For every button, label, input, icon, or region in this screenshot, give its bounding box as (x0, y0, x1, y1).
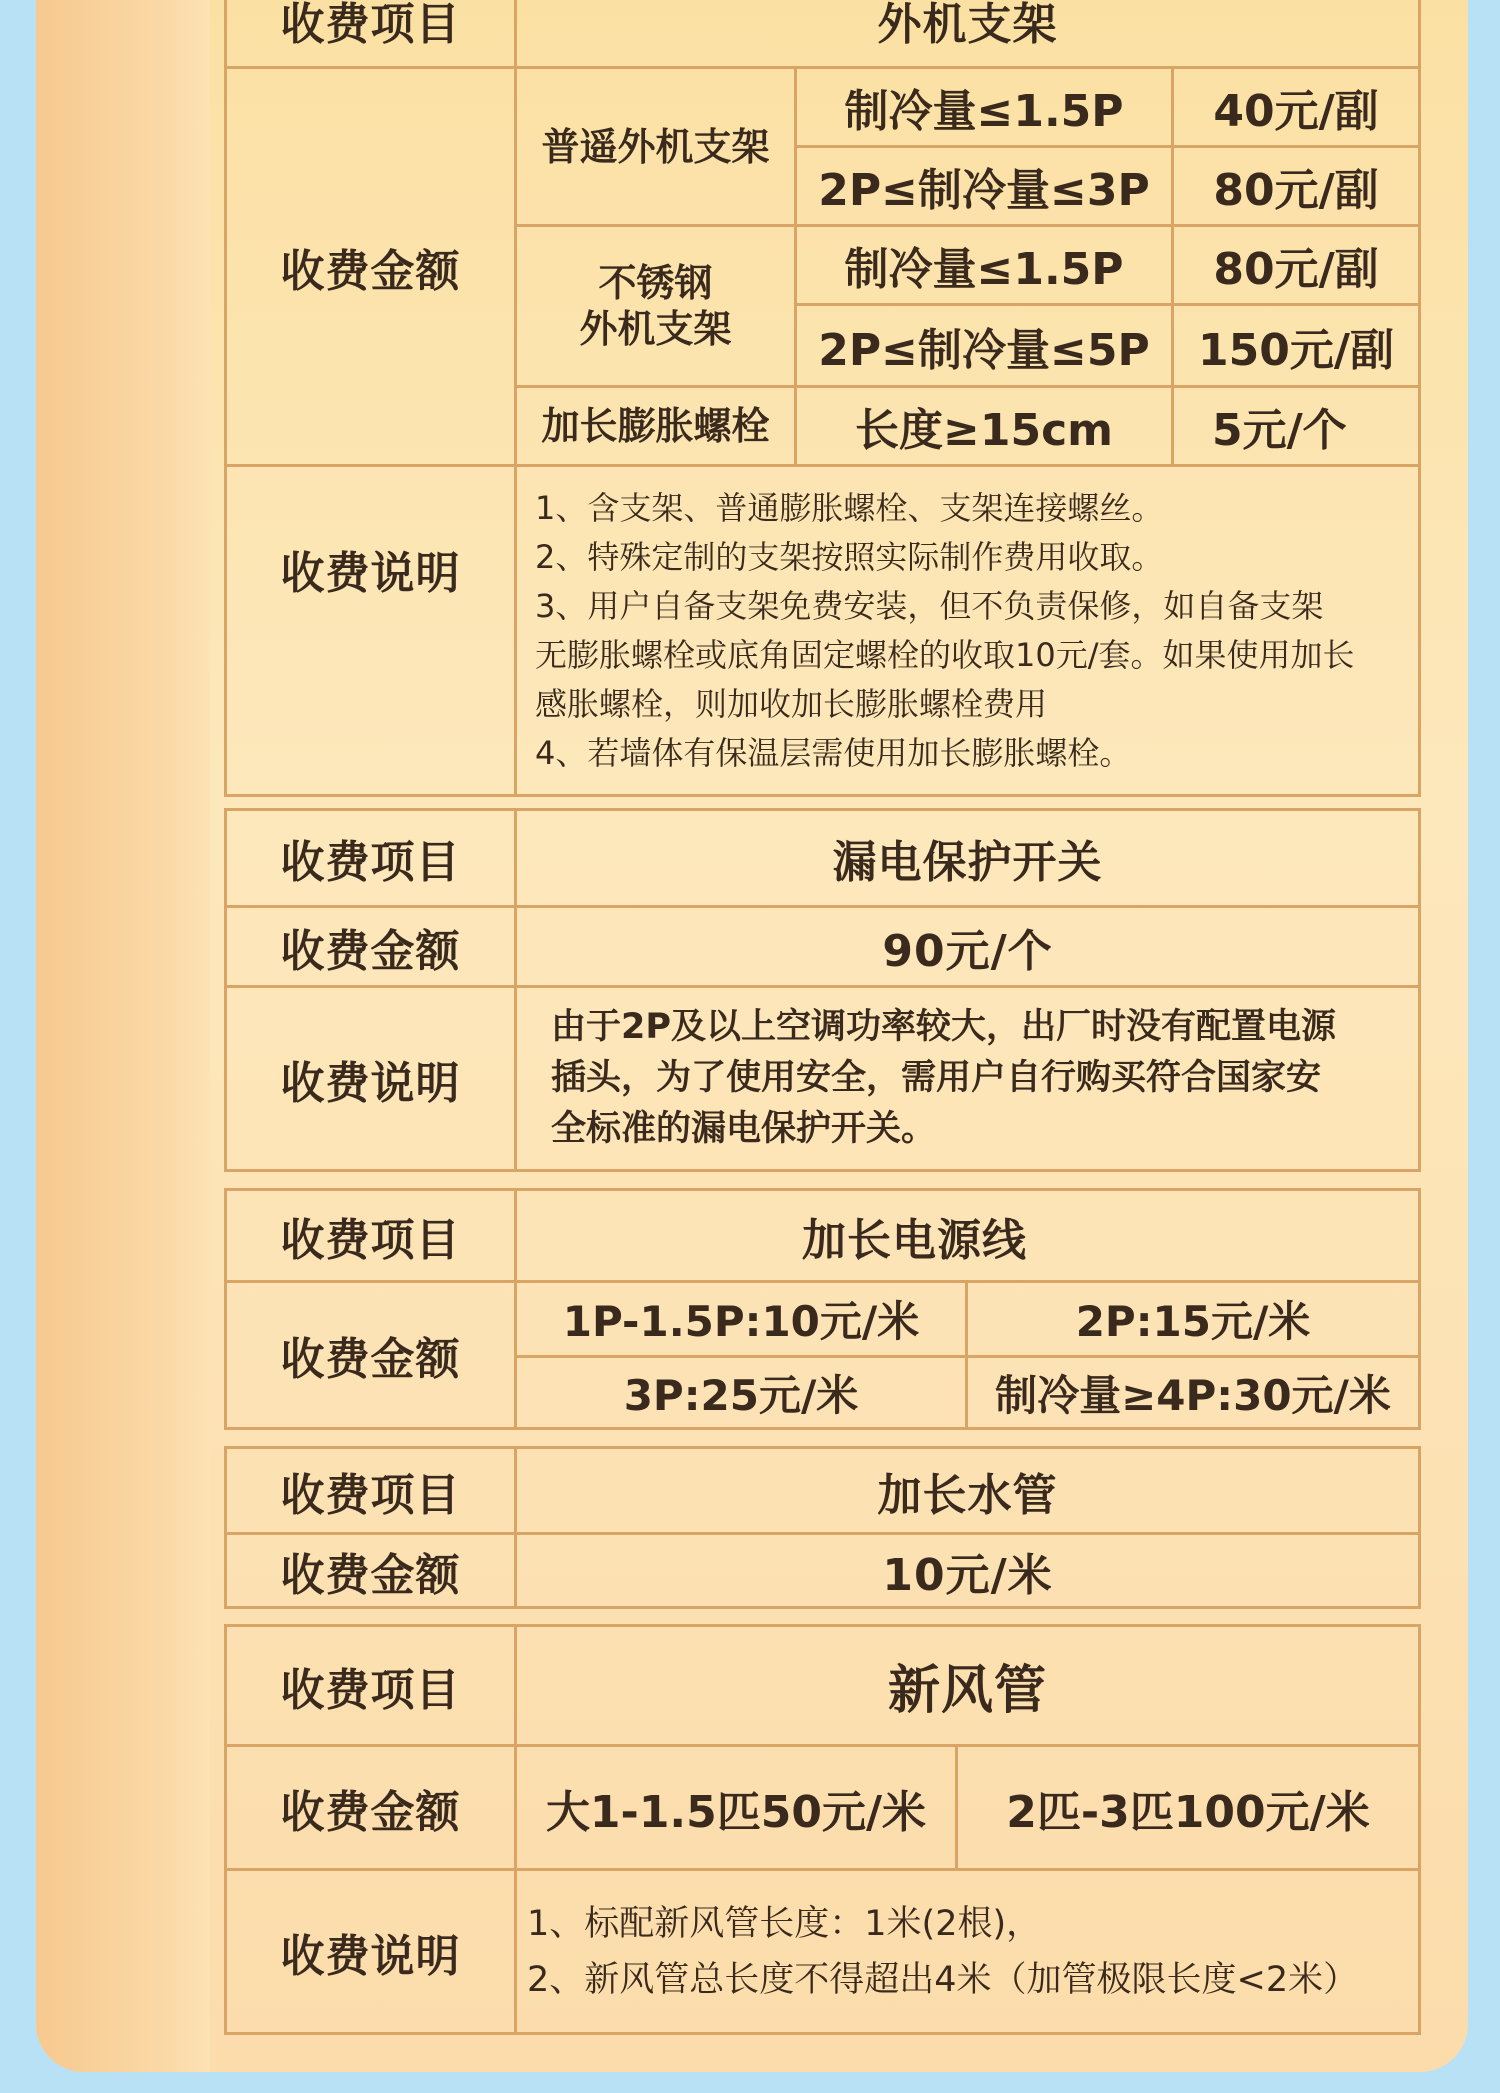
bracket-amount-label: 收费金额 (226, 68, 516, 466)
leakage-note-line: 插头，为了使用安全，需用户自行购买符合国家安 (551, 1058, 1322, 1098)
leakage-note-line: 由于2P及以上空调功率较大，出厂时没有配置电源 (551, 1007, 1337, 1047)
bracket-item-value: 外机支架 (516, 0, 1420, 68)
bracket-note-line: 无膨胀螺栓或底角固定螺栓的收取10元/套。如果使用加长 (535, 635, 1355, 674)
bracket-type-bolt: 加长膨胀螺栓 (516, 387, 796, 466)
bracket-price-1: 40元/副 (1173, 68, 1420, 147)
bracket-spec-5: 长度≥15cm (796, 387, 1173, 466)
water-pipe-item-value: 加长水管 (516, 1448, 1420, 1534)
water-pipe-item-label: 收费项目 (226, 1448, 516, 1534)
bracket-spec-4: 2P≤制冷量≤5P (796, 305, 1173, 387)
bracket-type-stainless-line2: 外机支架 (579, 307, 732, 351)
bracket-type-stainless (516, 226, 796, 387)
bracket-note-line: 2、特殊定制的支架按照实际制作费用收取。 (535, 537, 1164, 576)
bracket-note-line: 4、若墙体有保温层需使用加长膨胀螺栓。 (535, 733, 1132, 772)
power-cord-price-4: 制冷量≥4P:30元/米 (967, 1357, 1420, 1429)
leakage-notes (516, 987, 1420, 1171)
leakage-fee-table (224, 808, 1421, 1172)
bracket-price-3: 80元/副 (1173, 226, 1420, 305)
power-cord-price-1: 1P-1.5P:10元/米 (516, 1282, 967, 1357)
fresh-air-note-line: 1、标配新风管长度：1米(2根)， (527, 1903, 1042, 1944)
bracket-note-line: 3、用户自备支架免费安装，但不负责保修，如自备支架 (535, 586, 1324, 625)
power-cord-amount-label: 收费金额 (226, 1282, 516, 1429)
bracket-price-5: 5元/个 (1173, 387, 1420, 466)
bracket-note-line: 1、含支架、普通膨胀螺栓、支架连接螺丝。 (535, 488, 1164, 527)
leakage-note-label: 收费说明 (226, 987, 516, 1171)
fresh-air-item-label: 收费项目 (226, 1626, 516, 1746)
bracket-fee-table (224, 0, 1421, 797)
water-pipe-amount-label: 收费金额 (226, 1534, 516, 1608)
bracket-type-normal: 普遥外机支架 (516, 68, 796, 226)
bracket-spec-2: 2P≤制冷量≤3P (796, 147, 1173, 226)
leakage-item-value: 漏电保护开关 (516, 810, 1420, 907)
power-cord-item-value: 加长电源线 (516, 1190, 1420, 1282)
bracket-notes (516, 466, 1420, 796)
fresh-air-note-label: 收费说明 (226, 1870, 516, 2034)
water-pipe-amount-value: 10元/米 (516, 1534, 1420, 1608)
bracket-price-2: 80元/副 (1173, 147, 1420, 226)
card-left-stripe-inner (174, 0, 210, 2072)
leakage-note-line: 全标准的漏电保护开关。 (551, 1109, 937, 1149)
bracket-price-4: 150元/副 (1173, 305, 1420, 387)
fresh-air-item-value: 新风管 (516, 1626, 1420, 1746)
fresh-air-fee-table (224, 1624, 1421, 2035)
power-cord-item-label: 收费项目 (226, 1190, 516, 1282)
card-left-stripe (36, 0, 174, 2072)
fresh-air-price-1: 大1-1.5匹50元/米 (516, 1746, 957, 1870)
bracket-item-label: 收费项目 (226, 0, 516, 68)
water-pipe-fee-table (224, 1446, 1421, 1609)
bracket-spec-1: 制冷量≤1.5P (796, 68, 1173, 147)
bracket-note-line: 感胀螺栓，则加收加长膨胀螺栓费用 (535, 684, 1048, 723)
power-cord-price-2: 2P:15元/米 (967, 1282, 1420, 1357)
bracket-type-stainless-line1: 不锈钢 (598, 261, 713, 305)
fresh-air-price-2: 2匹-3匹100元/米 (957, 1746, 1420, 1870)
power-cord-fee-table (224, 1188, 1421, 1430)
leakage-item-label: 收费项目 (226, 810, 516, 907)
power-cord-price-3: 3P:25元/米 (516, 1357, 967, 1429)
bracket-note-label: 收费说明 (226, 466, 516, 796)
bracket-spec-3: 制冷量≤1.5P (796, 226, 1173, 305)
leakage-amount-label: 收费金额 (226, 907, 516, 987)
fresh-air-notes (516, 1870, 1420, 2034)
fresh-air-amount-label: 收费金额 (226, 1746, 516, 1870)
leakage-amount-value: 90元/个 (516, 907, 1420, 987)
fresh-air-note-line: 2、新风管总长度不得超出4米（加管极限长度<2米） (527, 1959, 1359, 2000)
